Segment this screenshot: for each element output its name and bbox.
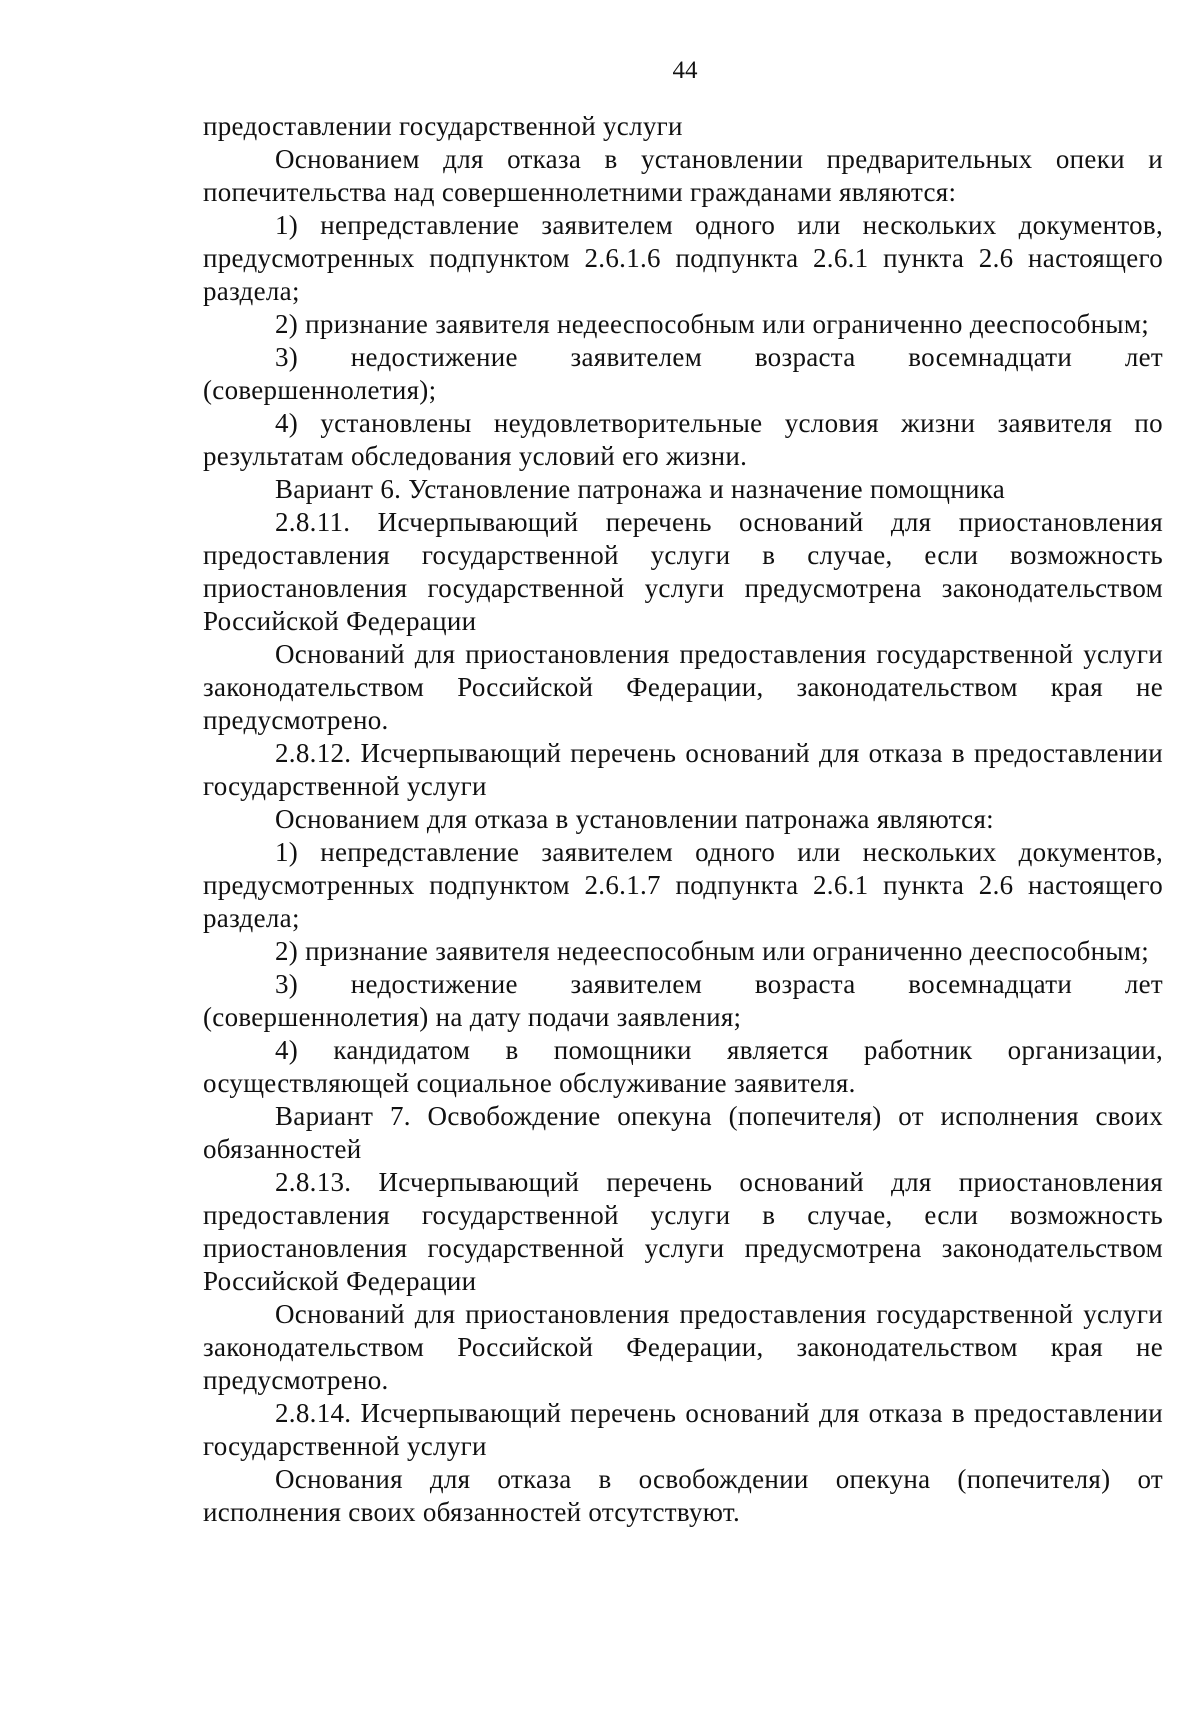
list-item-3: 3) недостижение заявителем возраста восемнадцати лет (совершеннолетия);	[203, 342, 1163, 405]
paragraph-no-suspension-1: Оснований для приостановления предоставления государственной услуги законодательством Российской Федерации, законодательством края не предусмотрено.	[203, 639, 1163, 735]
list-item-4: 4) установлены неудовлетворительные условия жизни заявителя по результатам обследования условий его жизни.	[203, 408, 1163, 471]
paragraph-no-refusal-grounds: Основания для отказа в освобождении опекуна (попечителя) от исполнения своих обязанностей отсутствуют.	[203, 1464, 1163, 1527]
variant-7-heading: Вариант 7. Освобождение опекуна (попечителя) от исполнения своих обязанностей	[203, 1101, 1163, 1164]
list-item-2: 2) признание заявителя недееспособным или ограниченно дееспособным;	[275, 309, 1150, 339]
list-item-1: 1) непредставление заявителем одного или нескольких документов, предусмотренных подпунктом 2.6.1.6 подпункта 2.6.1 пункта 2.6 настоящего раздела;	[203, 210, 1163, 306]
section-2-8-12-heading: 2.8.12. Исчерпывающий перечень оснований для отказа в предоставлении государственной услуги	[203, 738, 1163, 801]
variant-6-heading: Вариант 6. Установление патронажа и назначение помощника	[275, 474, 1006, 504]
list-item-4: 4) кандидатом в помощники является работник организации, осуществляющей социальное обслуживание заявителя.	[203, 1035, 1163, 1098]
section-2-8-14-heading: 2.8.14. Исчерпывающий перечень оснований для отказа в предоставлении государственной услуги	[203, 1398, 1163, 1461]
paragraph-grounds-patronage: Основанием для отказа в установлении патронажа являются:	[275, 804, 994, 834]
section-2-8-13-heading: 2.8.13. Исчерпывающий перечень оснований для приостановления предоставления государственной услуги в случае, если возможность приостановления государственной услуги предусмотрена законодательством Российской Федерации	[203, 1167, 1163, 1296]
document-body	[203, 110, 1163, 1529]
paragraph-continuation: предоставлении государственной услуги	[203, 111, 683, 141]
section-2-8-11-heading: 2.8.11. Исчерпывающий перечень оснований для приостановления предоставления государственной услуги в случае, если возможность приостановления государственной услуги предусмотрена законодательством Российской Федерации	[203, 507, 1163, 636]
list-item-3: 3) недостижение заявителем возраста восемнадцати лет (совершеннолетия) на дату подачи заявления;	[203, 969, 1163, 1032]
paragraph-no-suspension-2: Оснований для приостановления предоставления государственной услуги законодательством Российской Федерации, законодательством края не предусмотрено.	[203, 1299, 1163, 1395]
list-item-2: 2) признание заявителя недееспособным или ограниченно дееспособным;	[275, 936, 1150, 966]
page-number: 44	[672, 57, 698, 84]
paragraph-grounds-guardianship: Основанием для отказа в установлении предварительных опеки и попечительства над совершеннолетними гражданами являются:	[203, 144, 1163, 207]
list-item-1: 1) непредставление заявителем одного или нескольких документов, предусмотренных подпунктом 2.6.1.7 подпункта 2.6.1 пункта 2.6 настоящего раздела;	[203, 837, 1163, 933]
